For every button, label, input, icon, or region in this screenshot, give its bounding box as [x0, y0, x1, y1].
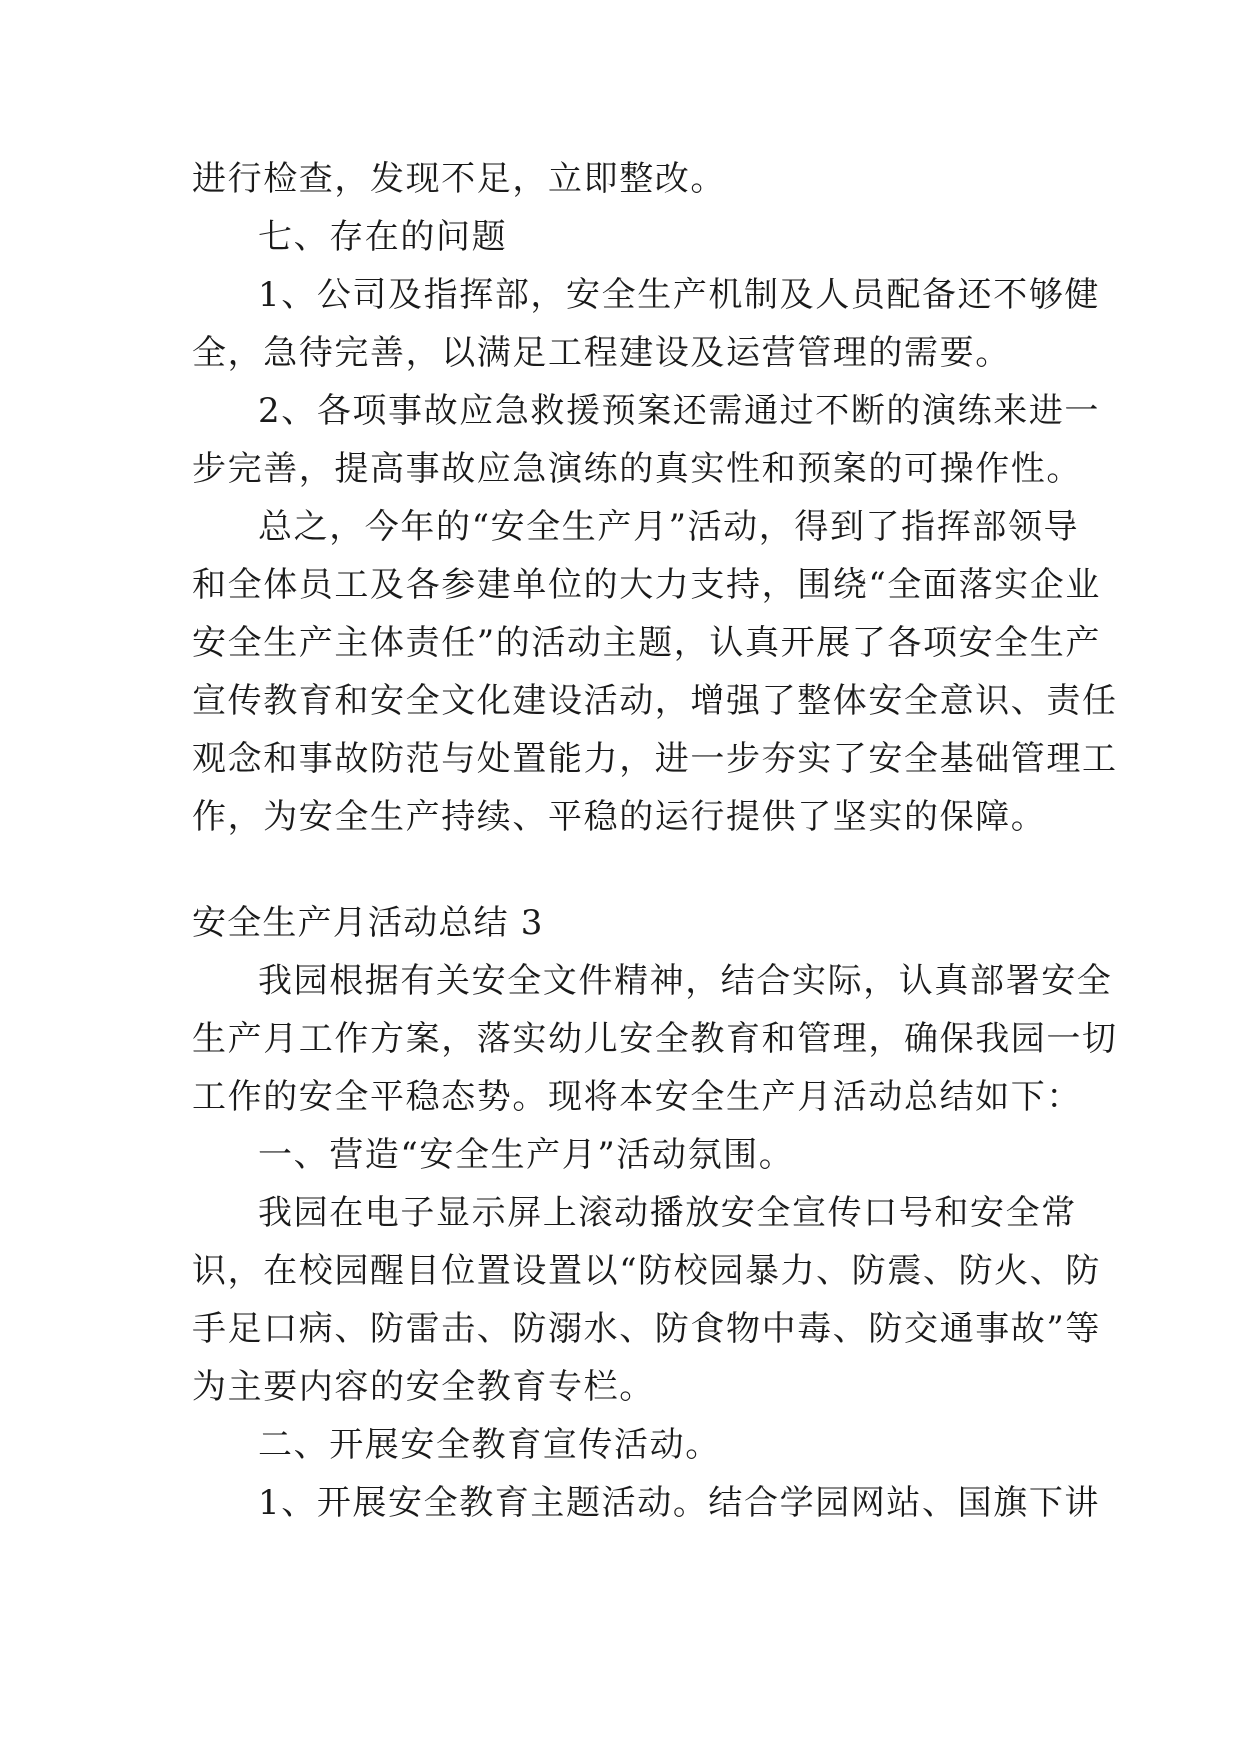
text-line: 总之，今年的“安全生产月”活动，得到了指挥部领导: [258, 507, 1080, 547]
text-line: 1、公司及指挥部，安全生产机制及人员配备还不够健: [258, 275, 1101, 315]
section-title: 安全生产月活动总结 3: [192, 903, 544, 943]
section-heading: 七、存在的问题: [258, 217, 508, 257]
text-line: 和全体员工及各参建单位的大力支持，围绕“全面落实企业: [192, 565, 1101, 605]
text-line: 观念和事故防范与处置能力，进一步夯实了安全基础管理工: [192, 739, 1118, 779]
text-line: 1、开展安全教育主题活动。结合学园网站、国旗下讲: [258, 1483, 1101, 1523]
text-line: 手足口病、防雷击、防溺水、防食物中毒、防交通事故”等: [192, 1309, 1101, 1349]
text-line: 2、各项事故应急救援预案还需通过不断的演练来进一: [258, 391, 1101, 431]
text-line: 作，为安全生产持续、平稳的运行提供了坚实的保障。: [192, 797, 1047, 837]
text-line: 我园根据有关安全文件精神，结合实际，认真部署安全: [258, 961, 1113, 1001]
text-line: 识，在校园醒目位置设置以“防校园暴力、防震、防火、防: [192, 1251, 1101, 1291]
text-line: 进行检查，发现不足，立即整改。: [192, 159, 726, 199]
text-line: 工作的安全平稳态势。现将本安全生产月活动总结如下：: [192, 1077, 1082, 1117]
text-line: 宣传教育和安全文化建设活动，增强了整体安全意识、责任: [192, 681, 1118, 721]
text-line: 全，急待完善，以满足工程建设及运营管理的需要。: [192, 333, 1011, 373]
document-page: [192, 150, 1118, 1532]
text-line: 安全生产主体责任”的活动主题，认真开展了各项安全生产: [192, 623, 1101, 663]
section-heading: 二、开展安全教育宣传活动。: [258, 1425, 721, 1465]
text-line: 我园在电子显示屏上滚动播放安全宣传口号和安全常: [258, 1193, 1077, 1233]
text-line: 生产月工作方案，落实幼儿安全教育和管理，确保我园一切: [192, 1019, 1118, 1059]
section-heading: 一、营造“安全生产月”活动氛围。: [258, 1135, 795, 1175]
text-line: 步完善，提高事故应急演练的真实性和预案的可操作性。: [192, 449, 1082, 489]
text-line: 为主要内容的安全教育专栏。: [192, 1367, 655, 1407]
